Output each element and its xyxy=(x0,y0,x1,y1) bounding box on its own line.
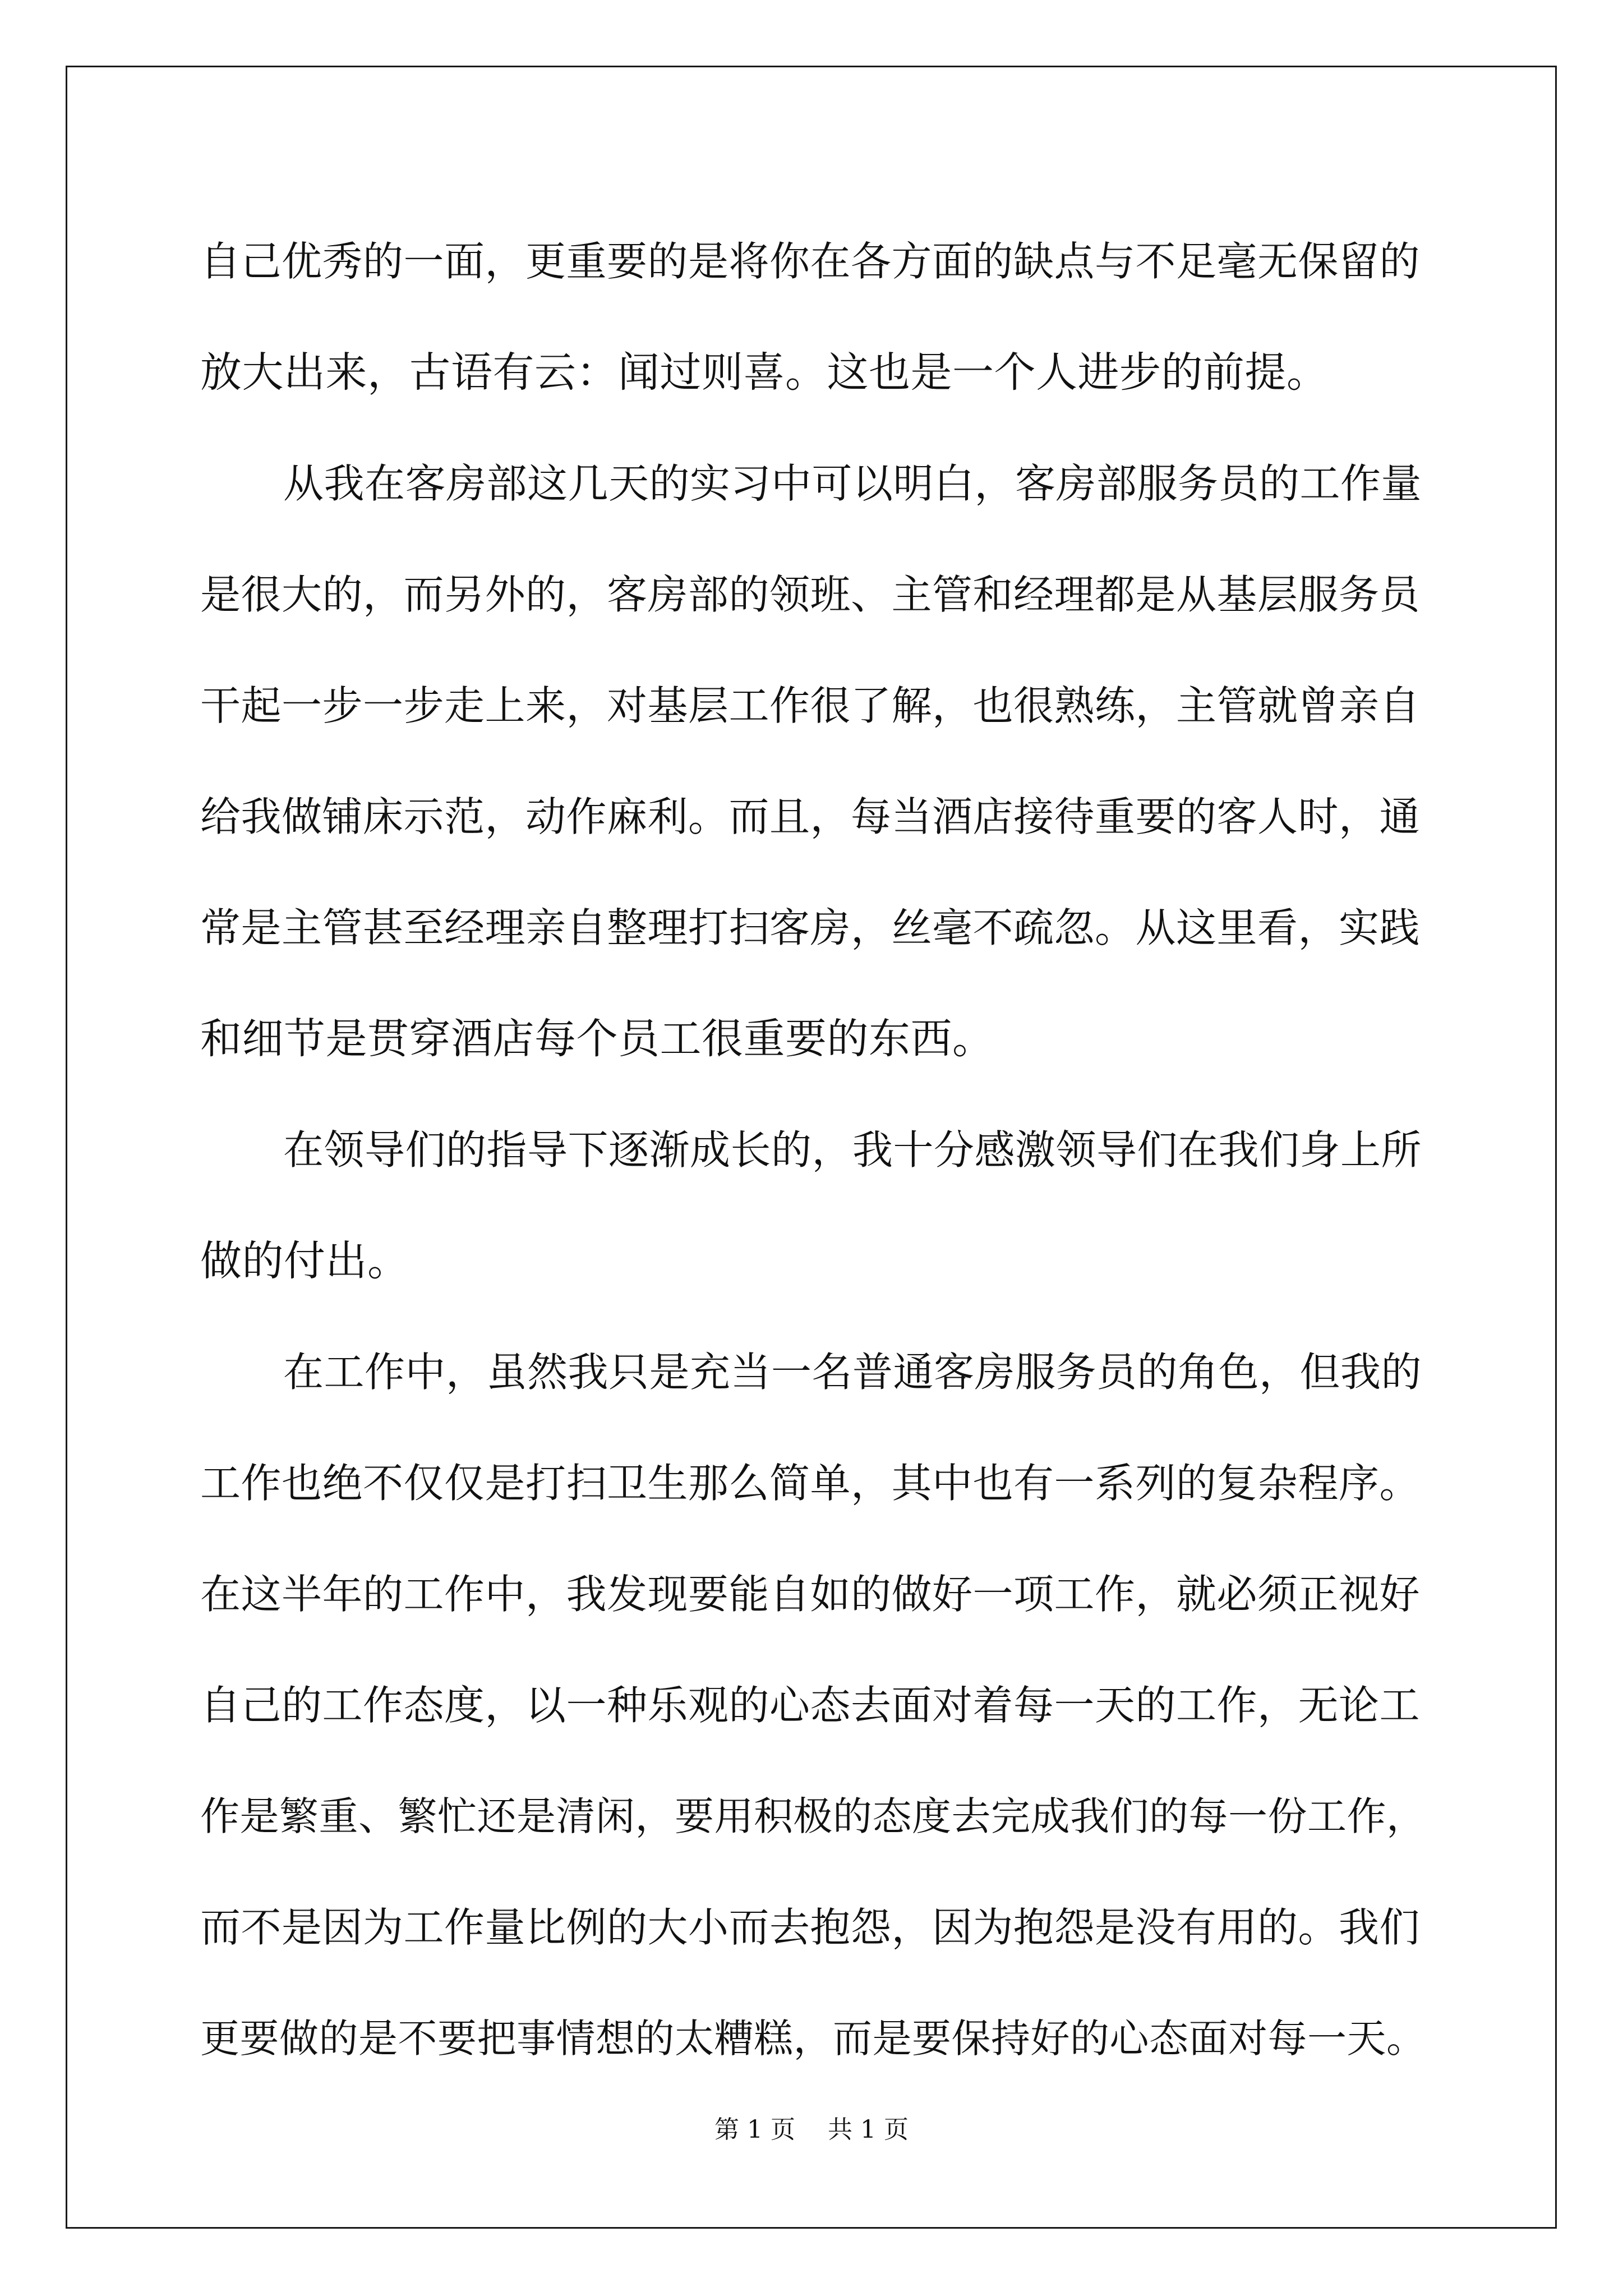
text-line: 作是繁重、繁忙还是清闲，要用积极的态度去完成我们的每一份工作， xyxy=(200,1793,1426,1839)
text-line: 更要做的是不要把事情想的太糟糕，而是要保持好的心态面对每一天。 xyxy=(200,2016,1426,2062)
paragraph-start-line: 从我在客房部这几天的实习中可以明白，客房部服务员的工作量 xyxy=(283,460,1422,507)
document-body xyxy=(200,206,1434,2094)
paragraph-start-line: 在工作中，虽然我只是充当一名普通客房服务员的角色，但我的 xyxy=(283,1349,1422,1396)
text-line: 自己的工作态度，以一种乐观的心态去面对着每一天的工作，无论工 xyxy=(200,1682,1421,1729)
text-line: 放大出来，古语有云：闻过则喜。这也是一个人进步的前提。 xyxy=(200,348,1329,397)
page-number-footer: 第 1 页 共 1 页 xyxy=(714,2115,909,2144)
text-line: 而不是因为工作量比例的大小而去抱怨，因为抱怨是没有用的。我们 xyxy=(200,1904,1421,1951)
text-line: 是很大的，而另外的，客房部的领班、主管和经理都是从基层服务员 xyxy=(200,571,1421,618)
text-line: 和细节是贯穿酒店每个员工很重要的东西。 xyxy=(200,1015,994,1063)
paragraph-start-line: 在领导们的指导下逐渐成长的，我十分感激领导们在我们身上所 xyxy=(283,1126,1422,1174)
text-line: 在这半年的工作中，我发现要能自如的做好一项工作，就必须正视好 xyxy=(200,1571,1421,1618)
text-line: 给我做铺床示范，动作麻利。而且，每当酒店接待重要的客人时，通 xyxy=(200,793,1421,840)
text-line: 工作也绝不仅仅是打扫卫生那么简单，其中也有一系列的复杂程序。 xyxy=(200,1460,1421,1507)
text-line: 干起一步一步走上来，对基层工作很了解，也很熟练，主管就曾亲自 xyxy=(200,682,1421,729)
text-line: 自己优秀的一面，更重要的是将你在各方面的缺点与不足毫无保留的 xyxy=(200,238,1421,285)
text-line: 做的付出。 xyxy=(200,1237,409,1285)
text-line: 常是主管甚至经理亲自整理打扫客房，丝毫不疏忽。从这里看，实践 xyxy=(200,904,1421,951)
